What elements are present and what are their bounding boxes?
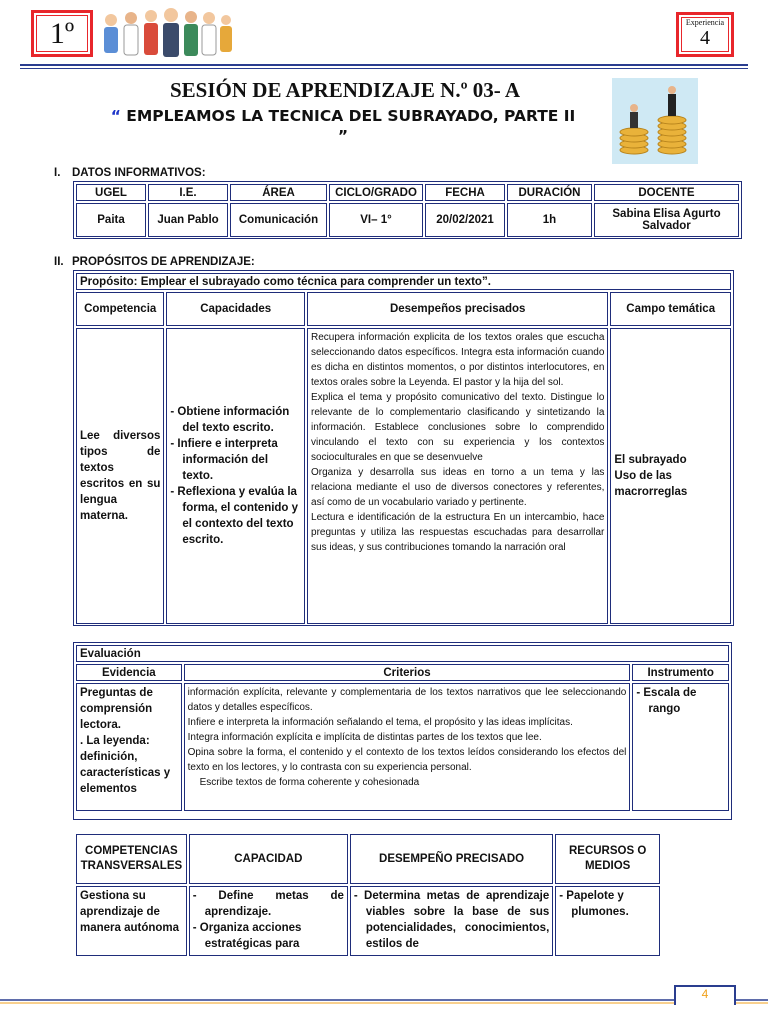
transversales-table bbox=[74, 832, 662, 958]
footer-line bbox=[0, 994, 768, 1024]
desempeno-item: Organiza y desarrolla sus ideas en torno a un tema y las relaciona mediante el uso de diversos conectores y referentes, así como de un vocabulario variado y pertinente. bbox=[311, 467, 605, 508]
section-datos-heading bbox=[54, 167, 206, 179]
propositos-table bbox=[74, 271, 733, 626]
criterio-item: Infiere e interpreta la información señalando el tema, el propósito y las ideas implícitas. bbox=[187, 717, 573, 728]
session-subtitle bbox=[76, 106, 610, 146]
instrumento-cell bbox=[632, 683, 729, 811]
experience-number: 4 bbox=[700, 27, 710, 49]
transversales-header-capacidad: CAPACIDAD bbox=[189, 834, 348, 884]
capacidad-item: - Obtiene información del texto escrito. bbox=[170, 404, 301, 436]
criterio-item: Integra información explícita e implícita de distintas partes de los textos que lee. bbox=[187, 732, 542, 743]
coins-illustration bbox=[612, 78, 698, 164]
header-divider bbox=[20, 64, 748, 66]
section-propositos-heading bbox=[54, 256, 255, 268]
instrumento-item: - Escala de rango bbox=[636, 685, 725, 717]
transversales-header-recursos: RECURSOS O MEDIOS bbox=[555, 834, 660, 884]
datos-value-ugel: Paita bbox=[76, 203, 146, 237]
datos-header-ugel: UGEL bbox=[76, 184, 146, 201]
evaluacion-header-criterios: Criterios bbox=[184, 664, 631, 681]
datos-header-ie: I.E. bbox=[148, 184, 228, 201]
subtitle-text: EMPLEAMOS LA TECNICA DEL SUBRAYADO, PARTE II bbox=[126, 107, 576, 125]
datos-header-fecha: FECHA bbox=[425, 184, 505, 201]
datos-value-docente: Sabina Elisa Agurto Salvador bbox=[594, 203, 739, 237]
evidencia-item: Preguntas de comprensión lectora. bbox=[80, 687, 153, 731]
datos-table bbox=[74, 182, 741, 239]
propositos-header-competencia: Competencia bbox=[76, 292, 164, 326]
desempeno-item: Explica el tema y propósito comunicativo del texto. Distingue lo relevante de lo complementario clasificando y sintetizando la información. Establece conclusiones sobre lo comprendido vinculando el texto con su experiencia y los contextos socioculturales en que se desenvuelve bbox=[311, 392, 605, 463]
section-datos-title: DATOS INFORMATIVOS: bbox=[72, 167, 206, 179]
propositos-header-desempenos: Desempeños precisados bbox=[307, 292, 608, 326]
datos-header-duracion: DURACIÓN bbox=[507, 184, 592, 201]
transversal-capacidad-item: - Define metas de aprendizaje. bbox=[193, 888, 344, 920]
evaluacion-table bbox=[74, 643, 731, 813]
criterios-cell bbox=[184, 683, 631, 811]
capacidad-item: - Infiere e interpreta información del texto. bbox=[170, 436, 301, 484]
page-number: 4 bbox=[674, 985, 736, 1005]
datos-header-area: ÁREA bbox=[230, 184, 327, 201]
criterio-item: Escribe textos de forma coherente y cohesionada bbox=[199, 777, 420, 788]
capacidad-item: - Reflexiona y evalúa la forma, el contenido y el contexto del texto escrito. bbox=[170, 484, 301, 548]
transversal-desempeno-item: - Determina metas de aprendizaje viables sobre la base de sus potencialidades, conocimientos, estilos de bbox=[354, 888, 549, 952]
transversal-recursos-cell bbox=[555, 886, 660, 956]
evaluacion-header-evidencia: Evidencia bbox=[76, 664, 182, 681]
transversal-recursos-item: - Papelote y plumones. bbox=[559, 888, 656, 920]
datos-header-ciclo: CICLO/GRADO bbox=[329, 184, 423, 201]
professions-illustration bbox=[96, 6, 236, 62]
criterio-item: información explícita, relevante y complementaria de los textos narrativos que lee seleccionando datos y detalles específicos. bbox=[187, 687, 627, 713]
proposito-text: Propósito: Emplear el subrayado como técnica para comprender un texto”. bbox=[76, 273, 731, 290]
header-divider-thin bbox=[20, 68, 748, 69]
quote-open: “ bbox=[110, 107, 121, 125]
propositos-header-campo: Campo temática bbox=[610, 292, 731, 326]
desempeno-item: Lectura e identificación de la estructura En un intercambio, hace preguntas y utiliza las respuestas escuchadas para desarrollar sus ideas, y sus contribuciones tomando la narración oral bbox=[311, 512, 605, 553]
section-datos-number: I. bbox=[54, 167, 61, 179]
transversal-capacidad-cell bbox=[189, 886, 348, 956]
datos-value-area: Comunicación bbox=[230, 203, 327, 237]
grade-label: 1º bbox=[36, 15, 88, 52]
datos-value-duracion: 1h bbox=[507, 203, 592, 237]
datos-header-docente: DOCENTE bbox=[594, 184, 739, 201]
transversal-competencia-cell: Gestiona su aprendizaje de manera autónoma bbox=[76, 886, 187, 956]
datos-value-ie: Juan Pablo bbox=[148, 203, 228, 237]
evidencia-cell bbox=[76, 683, 182, 811]
section-propositos-number: II. bbox=[54, 256, 64, 268]
transversal-capacidad-item: - Organiza acciones estratégicas para bbox=[193, 920, 344, 952]
competencia-cell: Lee diversos tipos de textos escritos en su lengua materna. bbox=[76, 328, 164, 624]
transversales-header-desempeno: DESEMPEÑO PRECISADO bbox=[350, 834, 553, 884]
datos-value-ciclo: VI– 1° bbox=[329, 203, 423, 237]
experience-box bbox=[676, 12, 734, 57]
desempenos-cell bbox=[307, 328, 608, 624]
grade-box bbox=[31, 10, 93, 57]
session-title: SESIÓN DE APRENDIZAJE N.º 03- A bbox=[170, 78, 520, 102]
evidencia-item: . La leyenda: definición, características y elementos bbox=[80, 735, 171, 795]
section-propositos-title: PROPÓSITOS DE APRENDIZAJE: bbox=[72, 256, 255, 268]
evaluacion-heading: Evaluación bbox=[76, 645, 729, 662]
transversales-header-competencias: COMPETENCIAS TRANSVERSALES bbox=[76, 834, 187, 884]
evaluacion-header-instrumento: Instrumento bbox=[632, 664, 729, 681]
desempeno-item: Recupera información explicita de los textos orales que escucha seleccionando datos específicos. Integra esta información cuando es dicha en distintos momentos, o por distintos interlocutores, en textos orales sobre la Leyenda. El pastor y la hija del sol. bbox=[311, 332, 605, 388]
transversal-desempeno-cell bbox=[350, 886, 553, 956]
datos-value-fecha: 20/02/2021 bbox=[425, 203, 505, 237]
capacidades-cell bbox=[166, 328, 305, 624]
experience-label: Experiencia bbox=[685, 18, 725, 27]
campo-item: El subrayado bbox=[614, 454, 687, 466]
quote-close: ” bbox=[337, 127, 349, 145]
propositos-header-capacidades: Capacidades bbox=[166, 292, 305, 326]
campo-cell bbox=[610, 328, 731, 624]
campo-item: Uso de las macrorreglas bbox=[614, 470, 688, 498]
criterio-item: Opina sobre la forma, el contenido y el contexto de los textos leídos considerando los efectos del texto en los lectores, y lo contrasta con su experiencia personal. bbox=[187, 747, 627, 773]
